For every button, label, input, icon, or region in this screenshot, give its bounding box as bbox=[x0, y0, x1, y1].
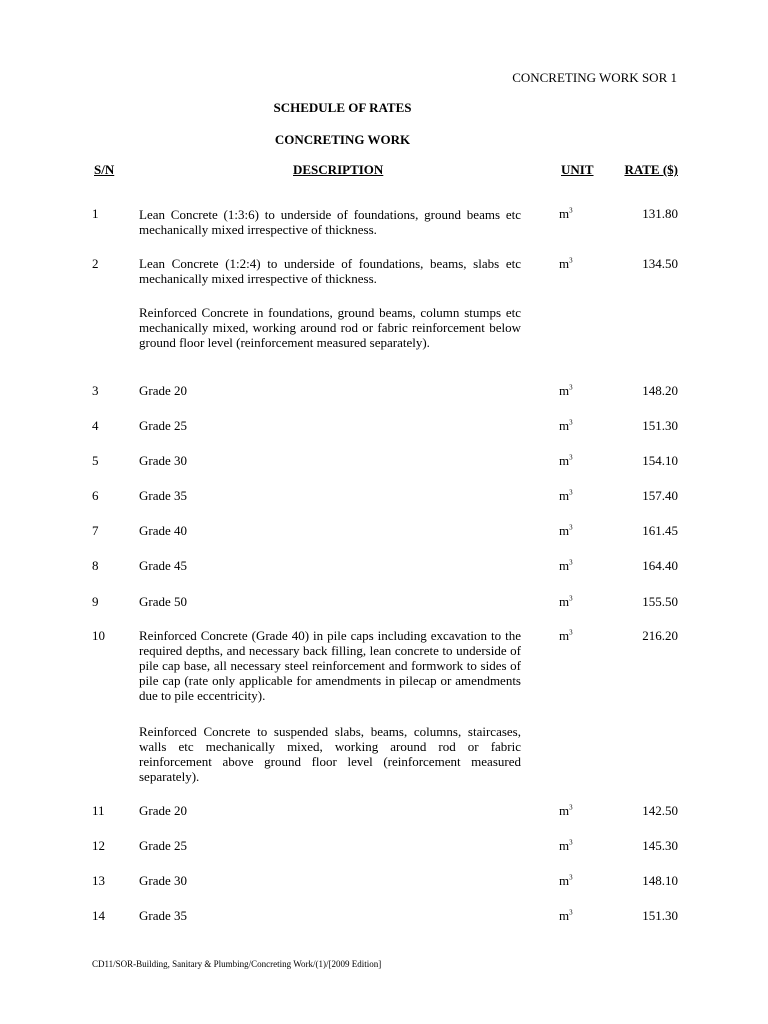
row-description: Grade 40 bbox=[139, 523, 188, 538]
row-description: Reinforced Concrete (Grade 40) in pile caps including excavation to the required depths, and necessary back filling, lean concrete to underside of pile cap base, all necessary steel reinforcement and formwork to sides of pile cap (rate only applicable for amendments in pilecap or amendments due to pile eccentricity). bbox=[139, 628, 521, 703]
section-note-above-ground: Reinforced Concrete to suspended slabs, beams, columns, staircases, walls etc mechanically mixed, working around rod or fabric reinforcement above ground floor level (reinforcement measured separately). bbox=[139, 724, 521, 784]
row-unit: $m^3$ bbox=[559, 206, 573, 221]
row-sn: 10 bbox=[92, 628, 105, 643]
row-description: Grade 35 bbox=[139, 488, 188, 503]
row-rate: 131.80 bbox=[642, 206, 678, 221]
row-rate: 134.50 bbox=[642, 256, 678, 271]
row-rate: 142.50 bbox=[642, 803, 678, 818]
row-unit: $m^3$ bbox=[559, 908, 573, 923]
row-sn: 6 bbox=[92, 488, 99, 503]
row-sn: 13 bbox=[92, 873, 105, 888]
row-rate: 154.10 bbox=[642, 453, 678, 468]
row-description: Grade 30 bbox=[139, 873, 188, 888]
row-rate: 155.50 bbox=[642, 594, 678, 609]
column-header-description: DESCRIPTION bbox=[293, 162, 384, 177]
row-description: Grade 30 bbox=[139, 453, 188, 468]
row-description: Grade 25 bbox=[139, 418, 188, 433]
row-description: Grade 35 bbox=[139, 908, 188, 923]
row-rate: 216.20 bbox=[642, 628, 678, 643]
row-sn: 9 bbox=[92, 594, 99, 609]
row-unit: $m^3$ bbox=[559, 803, 573, 818]
row-description: Grade 45 bbox=[139, 558, 188, 573]
row-unit: $m^3$ bbox=[559, 594, 573, 609]
row-sn: 1 bbox=[92, 206, 99, 221]
row-unit: $m^3$ bbox=[559, 383, 573, 398]
row-description: Grade 50 bbox=[139, 594, 188, 609]
row-sn: 8 bbox=[92, 558, 99, 573]
row-description: Lean Concrete (1:3:6) to underside of foundations, ground beams etc mechanically mixed irrespective of thickness. bbox=[139, 207, 521, 237]
row-unit: $m^3$ bbox=[559, 873, 573, 888]
row-sn: 14 bbox=[92, 908, 105, 923]
row-rate: 151.30 bbox=[642, 418, 678, 433]
row-rate: 148.10 bbox=[642, 873, 678, 888]
column-header-unit: UNIT bbox=[561, 162, 594, 177]
row-sn: 12 bbox=[92, 838, 105, 853]
row-rate: 161.45 bbox=[642, 523, 678, 538]
row-unit: $m^3$ bbox=[559, 838, 573, 853]
row-unit: $m^3$ bbox=[559, 256, 573, 271]
row-rate: 151.30 bbox=[642, 908, 678, 923]
row-sn: 2 bbox=[92, 256, 99, 271]
column-header-sn: S/N bbox=[94, 162, 115, 177]
row-sn: 7 bbox=[92, 523, 99, 538]
row-unit: $m^3$ bbox=[559, 628, 573, 643]
row-sn: 3 bbox=[92, 383, 99, 398]
row-rate: 164.40 bbox=[642, 558, 678, 573]
column-header-rate: RATE ($) bbox=[624, 162, 678, 177]
row-unit: $m^3$ bbox=[559, 418, 573, 433]
row-description: Grade 20 bbox=[139, 803, 188, 818]
row-unit: $m^3$ bbox=[559, 523, 573, 538]
row-description: Lean Concrete (1:2:4) to underside of foundations, beams, slabs etc mechanically mixed irrespective of thickness. bbox=[139, 256, 521, 286]
row-sn: 5 bbox=[92, 453, 99, 468]
row-rate: 148.20 bbox=[642, 383, 678, 398]
row-unit: $m^3$ bbox=[559, 453, 573, 468]
row-sn: 4 bbox=[92, 418, 99, 433]
row-sn: 11 bbox=[92, 803, 105, 818]
section-title: CONCRETING WORK bbox=[274, 132, 411, 147]
row-description: Grade 20 bbox=[139, 383, 188, 398]
document-title: SCHEDULE OF RATES bbox=[273, 100, 412, 115]
row-rate: 145.30 bbox=[642, 838, 678, 853]
page-footer: CD11/SOR-Building, Sanitary & Plumbing/Concreting Work/(1)/[2009 Edition] bbox=[92, 959, 382, 969]
row-description: Grade 25 bbox=[139, 838, 188, 853]
row-rate: 157.40 bbox=[642, 488, 678, 503]
section-note-below-ground: Reinforced Concrete in foundations, ground beams, column stumps etc mechanically mixed, working around rod or fabric reinforcement below ground floor level (reinforcement measured separately). bbox=[139, 305, 521, 350]
row-unit: $m^3$ bbox=[559, 488, 573, 503]
row-unit: $m^3$ bbox=[559, 558, 573, 573]
document-reference: CONCRETING WORK SOR 1 bbox=[512, 70, 677, 85]
